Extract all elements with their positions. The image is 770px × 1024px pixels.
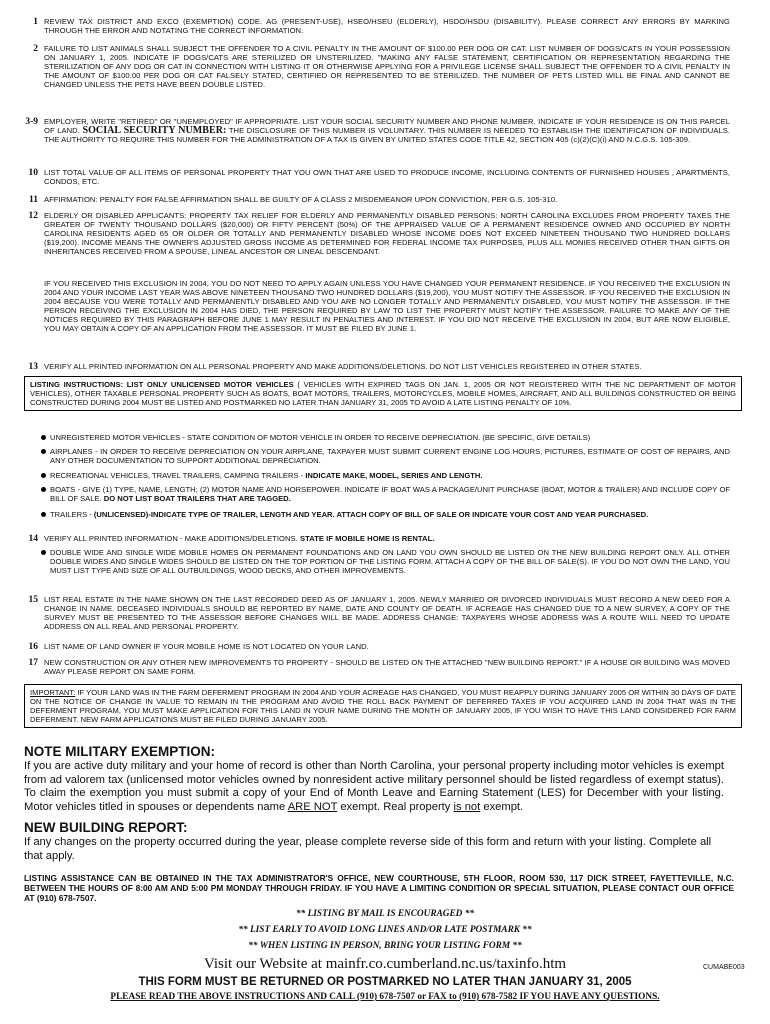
bullet-text: BOATS - GIVE (1) TYPE, NAME, LENGTH; (2) MOTOR NAME AND HORSEPOWER. INDICATE IF BOAT WAS A PACKAGE/UNIT PURCHASE (BOAT, MOTOR & TRAILER) AND INCLUDE COPY OF BILL OF SALE.	[50, 485, 730, 504]
item-number: 14	[28, 534, 38, 544]
item-text: NEW CONSTRUCTION OR ANY OTHER NEW IMPROVEMENTS TO PROPERTY - SHOULD BE LISTED ON THE ATTACHED "NEW BUILDING REPORT." IF A HOUSE OR BUILDING WAS MOVED AWAY PLEASE REPORT ON SAME FORM.	[44, 658, 730, 677]
return-deadline-notice: THIS FORM MUST BE RETURNED OR POSTMARKED NO LATER THAN JANUARY 31, 2005	[138, 976, 632, 988]
item-number: 12	[28, 211, 38, 221]
item-text: IF YOU RECEIVED THIS EXCLUSION IN 2004, YOU DO NOT NEED TO APPLY AGAIN UNLESS YOU HAVE CHANGED YOUR PERMANENT RESIDENCE. IF YOU RECEIVED THE EXCLUSION IN 2004 AND YOUR INCOME LAST YEAR WAS ABOVE NINETEEN THOUSAND TWO HUNDRED DOLLARS ($19,200), YOU MUST NOTIFY THE ASSESSOR. IF YOU RECEIVED THE EXCLUSION IN 2004 BECAUSE YOU WERE TOTALLY AND PERMANENTLY DISABLED AND YOU ARE NO LONGER TOTALLY AND PERMANENTLY DISABLED, YOU MUST NOTIFY THE ASSESSOR. IF THE PERSON RECEIVING THE EXCLUSION IN 2004 HAS DIED, THE PERSON REQUIRED BY LAW TO LIST THE PROPERTY MUST NOTIFY THE ASSESSOR. FAILURE TO MAKE ANY OF THE NOTICES REQUIRED BY THIS PARAGRAPH BEFORE JUNE 1 MAY RESULT IN PENALTIES AND INTEREST. IF YOU DID NOT RECEIVE THE EXCLUSION IN 2004, BUT ARE NOW ELIGIBLE, YOU MAY OBTAIN A COPY OF AN APPLICATION FROM THE ASSESSOR. IT MUST BE FILED BY JUNE 1.	[44, 279, 730, 334]
item-text: LIST REAL ESTATE IN THE NAME SHOWN ON THE LAST RECORDED DEED AS OF JANUARY 1, 2005. NEWLY MARRIED OR DIVORCED INDIVIDUALS MUST RECORD A NEW DEED FOR A CHANGE IN NAME. DECEASED INDIVIDUALS SHOULD BE REPORTED BY NAME, DATE AND COUNTY OF DEATH. IF ACREAGE HAS CHANGED DUE TO A NEW SURVEY, A COPY OF THE SURVEY MUST BE PRESENTED TO THE ASSESSOR BEFORE CHANGES WILL BE MADE. ADDRESS CHANGE: TAXPAYERS WHOSE ADDRESS WAS A ROUTE WILL NEED TO UPDATE ADDRESS ON ALL REAL AND PERSONAL PROPERTY.	[44, 595, 730, 632]
ssn-label: SOCIAL SECURITY NUMBER:	[82, 125, 227, 137]
instruction-item-14	[16, 534, 730, 543]
instruction-item-17	[16, 658, 730, 676]
bullet-dot	[41, 449, 46, 454]
farm-deferment-notice-box	[24, 684, 742, 728]
item-text: REVIEW TAX DISTRICT AND EXCO (EXEMPTION) CODE. AG (PRESENT-USE), HSEO/HSEU (ELDERLY), HSDO/HSDU (DISABILITY). PLEASE CORRECT ANY ERRORS BY MARKING THROUGH THE ERROR AND NOTATING THE CORRECT INFORMATION.	[44, 17, 730, 36]
instruction-item-13	[16, 362, 730, 371]
item-number: 3-9	[25, 117, 38, 127]
listing-assistance-text: LISTING ASSISTANCE CAN BE OBTAINED IN THE TAX ADMINISTRATOR'S OFFICE, NEW COURTHOUSE, 5TH FLOOR, ROOM 530, 117 DICK STREET, FAYETTEVILLE, N.C. BETWEEN THE HOURS OF 8:00 AM AND 5:00 PM MONDAY THROUGH FRIDAY. IF YOU HAVE A LIMITING CONDITION OR SPECIAL SITUATION, PLEASE CONTACT OUR OFFICE AT (910) 678-7507.	[24, 873, 734, 904]
bullet-text: AIRPLANES - IN ORDER TO RECEIVE DEPRECIATION ON YOUR AIRPLANE, TAXPAYER MUST SUBMIT CURRENT ENGINE LOG HOURS, PICTURES, ESTIMATE OF COST OF REPAIRS, AND ANY OTHER DOCUMENTATION TO SUPPORT ADDITIONAL DEPRECIATION.	[50, 447, 730, 466]
item-text-bold: STATE IF MOBILE HOME IS RENTAL.	[299, 534, 435, 543]
new-building-report-text: If any changes on the property occurred during the year, please complete reverse side of this form and return with your listing. Complete all that apply.	[24, 836, 712, 862]
instruction-item-11	[16, 195, 730, 204]
bullet-dot	[41, 473, 46, 478]
important-label: IMPORTANT:	[30, 688, 76, 697]
bullet-bold-text: (UNLICENSED)-INDICATE TYPE OF TRAILER, LENGTH AND YEAR. ATTACH COPY OF BILL OF SALE OR INDICATE YOUR COST AND YEAR PURCHASED.	[93, 510, 649, 519]
important-text: IF YOUR LAND WAS IN THE FARM DEFERMENT PROGRAM IN 2004 AND YOUR ACREAGE HAS CHANGED, YOU MUST REAPPLY DURING JANUARY 2005 OR WITHIN 30 DAYS OF DATE ON THE NOTICE OF CHANGE IN VALUE TO REMAIN IN THE PROGRAM AND AVOID THE ROLL BACK PAYMENT OF DEFERRED TAXES IF YOU ACQUIRED LAND IN 2004 THAT WAS IN THE DEFERMENT PROGRAM, YOU MUST MAKE APPLICATION FOR THIS LAND IN YOUR NAME DURING THE MONTH OF JANUARY 2005, IF YOU WISH TO HAVE THIS LAND CONSIDERED FOR FARM DEFERMENT. NEW FARM APPLICATIONS MUST BE FILED DURING JANUARY 2005.	[30, 688, 736, 725]
item-text	[44, 534, 730, 543]
instruction-item-10	[16, 168, 730, 186]
bullet-dot	[41, 487, 46, 492]
bullet-mobile-homes	[50, 548, 730, 575]
instruction-item-15	[16, 595, 730, 631]
item-text-plain: VERIFY ALL PRINTED INFORMATION - MAKE ADDITIONS/DELETIONS.	[44, 534, 300, 543]
questions-contact-notice: PLEASE READ THE ABOVE INSTRUCTIONS AND CALL (910) 678-7507 or FAX to (910) 678-7582 IF YOU HAVE ANY QUESTIONS.	[110, 992, 660, 1002]
bullet-text: UNREGISTERED MOTOR VEHICLES - STATE CONDITION OF MOTOR VEHICLE IN ORDER TO RECEIVE DEPRECIATION. (BE SPECIFIC, GIVE DETAILS)	[50, 433, 591, 442]
item-text: ELDERLY OR DISABLED APPLICANTS: PROPERTY TAX RELIEF FOR ELDERLY AND PERMANENTLY DISABLED PERSONS: NORTH CAROLINA EXCLUDES FROM PROPERTY TAXES THE GREATER OF TWENTY THOUSAND DOLLARS ($20,000) OR FIFTY PERCENT (50%) OF THE APPRAISED VALUE OF A PERMANENT RESIDENCE OWNED AND OCCUPIED BY NORTH CAROLINA RESIDENTS AGED 65 OR OLDER OR TOTALLY AND PERMANENTLY DISABLED WHOSE INCOME DOES NOT EXCEED NINETEEN THOUSAND TWO HUNDRED DOLLARS ($19,200). INCOME MEANS THE OWNER'S ADJUSTED GROSS INCOME AS DETERMINED FOR FEDERAL INCOME TAX PURPOSES, PLUS ALL MONIES RECEIVED OTHER THAN GIFTS OR INHERITANCES RECEIVED FROM A SPOUSE, LINEAL ANCESTOR OR LINEAL DESCENDANT.	[44, 211, 730, 257]
bullet-airplanes	[50, 447, 730, 465]
instruction-item-2	[16, 44, 730, 89]
instruction-item-12	[16, 211, 730, 256]
military-is-not: is not	[453, 800, 481, 813]
item-number: 16	[28, 642, 38, 652]
listing-instructions-lead: LISTING INSTRUCTIONS: LIST ONLY UNLICENSED MOTOR VEHICLES	[30, 380, 294, 389]
bullet-recreational-vehicles	[50, 471, 730, 480]
item-text	[44, 117, 730, 144]
bullet-dot	[41, 550, 46, 555]
bullet-text: TRAILERS -	[50, 510, 94, 519]
item-number: 15	[28, 595, 38, 605]
item-text-part-b: THE DISCLOSURE OF THIS NUMBER IS VOLUNTARY. THIS NUMBER IS NEEDED TO ESTABLISH THE IDENTIFICATION OF INDIVIDUALS. THE AUTHORITY TO REQUIRE THIS NUMBER FOR THE ADMINISTRATION OF A TAX IS GIVEN BY UNITED STATES CODE TITLE 42, SECTION 405 (c)(2)(C)(i) AND N.C.G.S. 105-309.	[44, 126, 731, 145]
instruction-item-12-continued	[16, 279, 730, 334]
item-text: VERIFY ALL PRINTED INFORMATION ON ALL PERSONAL PROPERTY AND MAKE ADDITIONS/DELETIONS. DO NOT LIST VEHICLES REGISTERED IN OTHER STATES.	[44, 362, 642, 371]
list-early-line: ** LIST EARLY TO AVOID LONG LINES AND/OR LATE POSTMARK **	[238, 925, 532, 935]
military-text-part-2: exempt. Real property	[337, 800, 454, 813]
form-code: CUMABE003	[703, 964, 745, 971]
military-exemption-text	[24, 760, 724, 814]
item-number: 17	[28, 658, 38, 668]
military-are-not: ARE NOT	[287, 800, 338, 813]
item-text-part-a: EMPLOYER, WRITE "RETIRED" OR "UNEMPLOYED" IF APPROPRIATE. LIST YOUR SOCIAL SECURITY NUMBER AND PHONE NUMBER. INDICATE IF YOUR RESIDENCE IS ON THIS PARCEL OF LAND.	[44, 117, 730, 136]
item-number: 13	[28, 362, 38, 372]
new-building-report-heading: NEW BUILDING REPORT:	[24, 820, 188, 835]
item-number: 11	[29, 195, 38, 205]
bullet-bold-text: INDICATE MAKE, MODEL, SERIES AND LENGTH.	[305, 471, 483, 480]
instruction-item-1	[16, 17, 730, 35]
item-number: 2	[33, 44, 38, 54]
bullet-dot	[41, 512, 46, 517]
bullet-trailers	[50, 510, 730, 519]
item-text: LIST NAME OF LAND OWNER IF YOUR MOBILE HOME IS NOT LOCATED ON YOUR LAND.	[44, 642, 369, 651]
item-text: FAILURE TO LIST ANIMALS SHALL SUBJECT THE OFFENDER TO A CIVIL PENALTY IN THE AMOUNT OF $100.00 PER DOG OR CAT. LIST NUMBER OF DOGS/CATS IN YOUR POSSESSION ON JANUARY 1, 2005. INDICATE IF DOGS/CATS ARE STERILIZED OR UNSTERILIZED. "MAKING ANY FALSE STATEMENT, CERTIFICATION OR REPRESENTATION REGARDING THE STERILIZATION OF ANY DOG OR CAT IN CONNECTION WITH LISTING IT OR OTHERWISE APPLYING FOR A PRIVILEGE LICENSE SHALL SUBJECT THE OFFENDER TO A CIVIL PENALTY IN THE AMOUNT OF $100.00 PER DOG OR CAT FALSELY STATED, CERTIFIED OR REPRESENTED TO BE STERILIZED. THE NUMBER OF PETS LISTED WILL BE FINAL AND CANNOT BE CHANGED UNLESS THE PETS HAVE BEEN DOUBLE LISTED.	[44, 44, 730, 90]
bullet-boats	[50, 485, 730, 503]
bullet-unregistered-vehicles	[50, 433, 730, 442]
listing-instructions-box	[24, 376, 742, 411]
website-line: Visit our Website at mainfr.co.cumberland.nc.us/taxinfo.htm	[203, 956, 567, 972]
item-text: LIST TOTAL VALUE OF ALL ITEMS OF PERSONAL PROPERTY THAT YOU OWN THAT ARE USED TO PRODUCE INCOME, INCLUDING CONTENTS OF FURNISHED HOUSES , APARTMENTS, CONDOS, ETC.	[44, 168, 730, 187]
bring-form-line: ** WHEN LISTING IN PERSON, BRING YOUR LISTING FORM **	[248, 941, 522, 951]
mail-encouraged-line: ** LISTING BY MAIL IS ENCOURAGED **	[295, 909, 475, 919]
military-text-part-1: If you are active duty military and your home of record is other than North Carolina, your personal property including motor vehicles is exempt from ad valorem tax (unlicensed motor vehicles owned by nonresident active military personnel should be listed regardless of exempt status). To claim the exemption you must submit a copy of your End of Month Leave and Earning Statement (LES) for December with your listing. Motor vehicles titled in spouses or dependents name	[24, 760, 724, 813]
military-text-part-3: exempt.	[480, 800, 524, 813]
bullet-bold-text: DO NOT LIST BOAT TRAILERS THAT ARE TAGGED.	[103, 494, 291, 504]
bullet-text: DOUBLE WIDE AND SINGLE WIDE MOBILE HOMES ON PERMANENT FOUNDATIONS AND ON LAND YOU OWN SHOULD BE LISTED ON THE NEW BUILDING REPORT ONLY. ALL OTHER DOUBLE WIDES AND SINGLE WIDES SHOULD BE LISTED ON THE TOP PORTION OF THE LISTING FORM. ATTACH A COPY OF THE BILL OF SALE(S). IF YOU DO NOT OWN THE LAND, YOU MUST LIST TYPE AND SIZE OF ALL OUTBUILDINGS, WOOD DECKS, AND OTHER IMPROVEMENTS.	[50, 548, 730, 576]
bullet-text: RECREATIONAL VEHICLES, TRAVEL TRAILERS, CAMPING TRAILERS -	[50, 471, 306, 480]
military-exemption-heading: NOTE MILITARY EXEMPTION:	[24, 744, 216, 759]
item-text: AFFIRMATION: PENALTY FOR FALSE AFFIRMATION SHALL BE GUILTY OF A CLASS 2 MISDEMEANOR UPON CONVICTION, PER G.S. 105-310.	[44, 195, 558, 204]
instruction-item-3-9	[16, 117, 730, 144]
listing-instructions-text: ( VEHICLES WITH EXPIRED TAGS ON JAN. 1, 2005 OR NOT REGISTERED WITH THE NC DEPARTMENT OF MOTOR VEHICLES), OTHER TAXABLE PERSONAL PROPERTY SUCH AS BOATS, BOAT MOTORS, TRAILERS, MOTORCYCLES, MOBILE HOMES, AIRCRAFT, AND ALL BUILDINGS CONSTRUCTED OR BEING CONSTRUCTED DURING 2004 MUST BE LISTED AND POSTMARKED NO LATER THAN JANUARY 31, 2005 TO AVOID A LATE LISTING PENALTY OF 10%.	[30, 380, 736, 408]
item-number: 1	[33, 17, 38, 27]
bullet-dot	[41, 435, 46, 440]
item-number: 10	[28, 168, 38, 178]
instruction-item-16	[16, 642, 730, 651]
